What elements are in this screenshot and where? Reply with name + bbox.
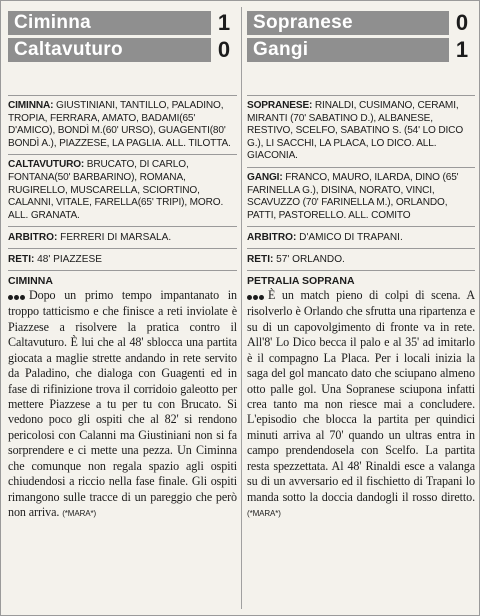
lineup-home-team: CIMINNA:	[8, 100, 54, 111]
goals-label: RETI:	[247, 254, 274, 266]
lineup-away	[247, 172, 475, 222]
separator	[8, 248, 237, 249]
separator	[8, 270, 237, 271]
away-team-score-bar	[247, 38, 475, 62]
lineup-home-players: RINALDI, CUSIMANO, CERAMI, MIRANTI (70' SABATINO D.), ALBANESE, RESTIVO, SCELFO, SABATINO S. (54' LO DICO G.), LI SACCHI, LA PLACA, LO DICO. ALL. GIACONIA.	[247, 100, 464, 162]
lineup-away-players: BRUCATO, DI CARLO, FONTANA(50' BARBARINO), ROMANA, RUGIRELLO, MUSCARELLA, SCIORTINO, CALANNI, VITALE, FARELLA(65' TRIPI), MORO. ALL. GRANATA.	[8, 159, 224, 221]
report-body: È un match pieno di colpi di scena. A risolverlo è Orlando che sfrutta una ripartenza e su di un capovolgimento di fronte va in rete. All'8' Lo Dico becca il palo e al 35' ad imitarlo è il compagno La Placa. Per i locali inizia la saga del gol mancato dato che sciupano almeno otto palle gol. Una Sopranese sciupona infatti crea tanto ma non riesce mai a concludere. L'episodio che blocca la partita per quindici minuti arriva al 70' quando un ultras entra in campo prendendosela con Scelfo. La partita resta spezzettata. Al 48' Rinaldi esce a valanga su di un avversario ed il fischietto di Trapani lo manda sotto la doccia dandogli il rosso diretto.	[247, 288, 475, 504]
lineup-away-team: GANGI:	[247, 171, 283, 183]
home-team-score: 0	[449, 11, 475, 35]
goals-label: RETI:	[8, 254, 35, 266]
referee-line	[8, 231, 237, 244]
report-body: Dopo un primo tempo impantanato in troppo tatticismo e che finisce a reti inviolate è Piazzese a risolvere la pratica contro il Caltavuturo. È lui che al 48' sblocca una partita giocata a maglie strette andando in rete servito da Paladino, che dialoga con Guagenti ed in fase di rifinizione trova il corridoio galeotto per mettere Piazzese a tu per tu con Brucato. Si vedono poco gli ospiti che al 82' si rendono pericolosi con Calanni ma Giustiniani non si fa sorprendere e ci mette una pezza. Un Ciminna che comunque non regala spazio agli ospiti chiudendosi a riccio nella fase finale. Gli ospiti rimangono sulle tracce di un pareggio che però non arriva.	[8, 288, 237, 520]
referee-label: ARBITRO:	[247, 232, 297, 244]
match-report	[247, 288, 475, 521]
referee-line	[247, 231, 475, 244]
separator	[247, 95, 475, 96]
referee-name: FERRERI DI MARSALA.	[57, 232, 172, 244]
away-team-score: 1	[449, 38, 475, 62]
away-team-score-bar	[8, 38, 237, 62]
away-team-name: Gangi	[253, 39, 309, 60]
separator	[247, 248, 475, 249]
lineup-home	[8, 100, 237, 150]
home-team-name: Sopranese	[253, 12, 353, 33]
separator	[8, 95, 237, 96]
home-team-name: Ciminna	[14, 12, 92, 33]
bullet-dots-icon	[8, 289, 26, 304]
lineup-away-players: FRANCO, MAURO, ILARDA, DINO (65' FARINELLA G.), DISINA, NORATO, VINCI, SCAVUZZO (70' FARINELLA M.), ORLANDO, PATTI, PASTORELLO. ALL. COMITO	[247, 171, 459, 221]
goals-text: 57' ORLANDO.	[273, 254, 345, 266]
lineup-away	[8, 159, 237, 222]
author-signature: (*MARA*)	[247, 509, 281, 519]
column-divider	[241, 7, 242, 609]
separator	[247, 226, 475, 227]
lineup-home	[247, 100, 475, 163]
author-signature: (*MARA*)	[62, 509, 97, 519]
goals-line	[8, 253, 237, 266]
separator	[247, 270, 475, 271]
goals-text: 48' PIAZZESE	[34, 254, 102, 266]
away-team-name: Caltavuturo	[14, 39, 123, 60]
separator	[247, 167, 475, 168]
report-title: CIMINNA	[8, 275, 53, 288]
lineup-home-players: GIUSTINIANI, TANTILLO, PALADINO, TROPIA, FERRARA, AMATO, BADAMI(65' D'AMICO), BONDÌ M.(60' URSO), GUAGENTI(80' BONDÌ A.), PIAZZESE, LA PAGLIA. ALL. TILOTTA.	[8, 100, 231, 149]
away-team-score: 0	[211, 38, 237, 62]
separator	[8, 154, 237, 155]
match-report	[8, 288, 237, 521]
lineup-home-team: SOPRANESE:	[247, 100, 313, 111]
report-title: PETRALIA SOPRANA	[247, 275, 355, 288]
goals-line	[247, 253, 475, 266]
home-team-score-bar	[247, 11, 475, 35]
referee-name: D'AMICO DI TRAPANI.	[296, 232, 403, 244]
bullet-dots-icon	[247, 289, 265, 304]
home-team-score: 1	[211, 11, 237, 35]
home-team-score-bar	[8, 11, 237, 35]
separator	[8, 226, 237, 227]
referee-label: ARBITRO:	[8, 232, 58, 244]
lineup-away-team: CALTAVUTURO:	[8, 159, 85, 171]
match-column-left	[8, 11, 237, 609]
match-column-right	[247, 11, 475, 609]
